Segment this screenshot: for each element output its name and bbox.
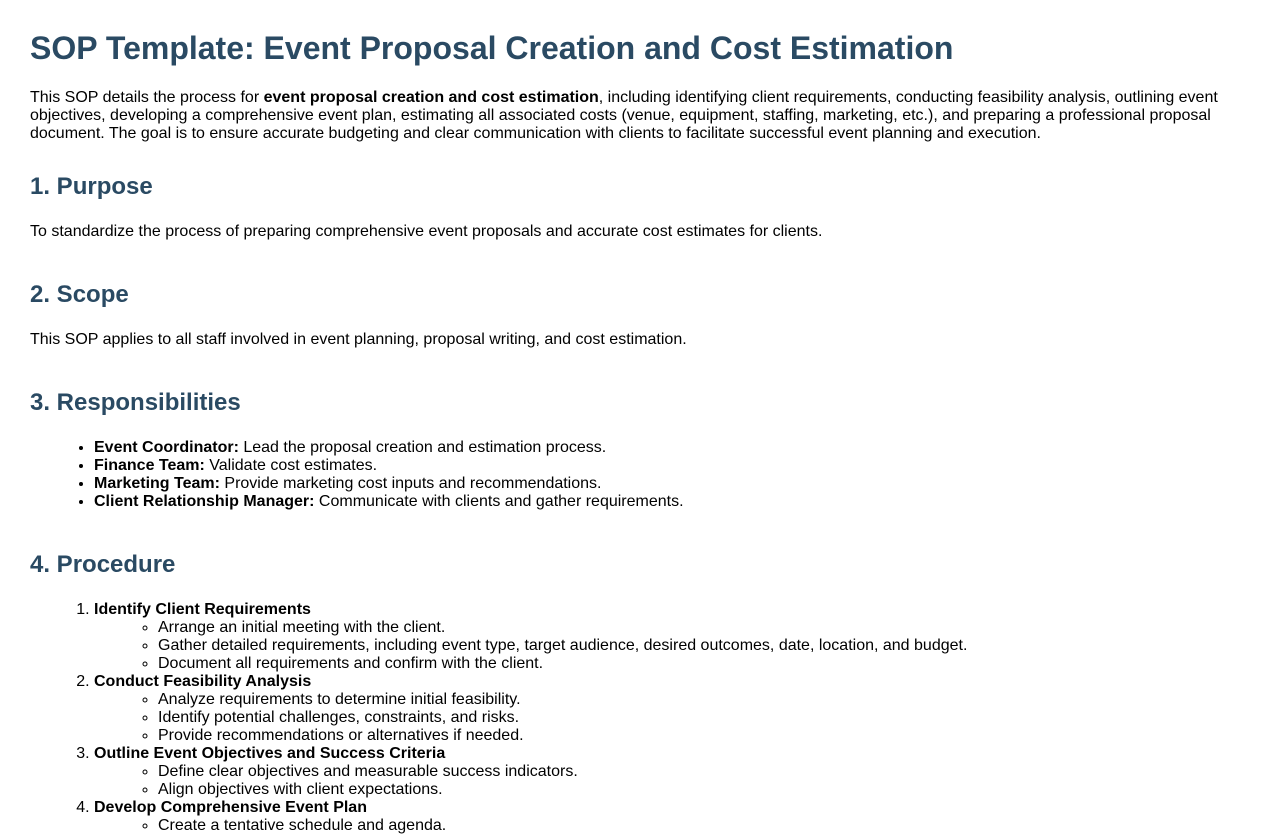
intro-paragraph	[30, 89, 1233, 143]
procedure-step-title: Identify Client Requirements	[94, 601, 311, 618]
responsibility-desc: Validate cost estimates.	[204, 457, 378, 474]
procedure-substep: ◦ Align objectives with client expectations.	[158, 781, 1233, 799]
purpose-heading: 1. Purpose	[30, 173, 153, 200]
intro-text-after: , including identifying client requirements, conducting feasibility analysis, outlining event objectives, developing a comprehensive event plan, estimating all associated costs (venue, equipment, staffing, marketing, etc.), and preparing a professional proposal document. The goal is to ensure accurate budgeting and clear communication with clients to facilitate successful event planning and execution.	[30, 89, 1218, 142]
scope-heading: 2. Scope	[30, 281, 129, 308]
procedure-substeps-list	[94, 691, 1233, 745]
responsibility-item	[94, 457, 1233, 475]
responsibility-desc: Lead the proposal creation and estimation process.	[238, 439, 607, 456]
procedure-step	[94, 673, 1233, 745]
procedure-substep: ◦ Analyze requirements to determine initial feasibility.	[158, 691, 1233, 709]
responsibility-desc: Communicate with clients and gather requirements.	[314, 493, 684, 510]
procedure-substep: ◦ Create a tentative schedule and agenda.	[158, 817, 1233, 835]
page-title: SOP Template: Event Proposal Creation and Cost Estimation	[30, 30, 954, 66]
responsibilities-heading: 3. Responsibilities	[30, 389, 241, 416]
purpose-text: To standardize the process of preparing comprehensive event proposals and accurate cost estimates for clients.	[30, 223, 823, 240]
responsibility-item	[94, 475, 1233, 493]
procedure-heading: 4. Procedure	[30, 551, 176, 578]
procedure-substep: ◦ Gather detailed requirements, including event type, target audience, desired outcomes, date, location, and budget.	[158, 637, 1233, 655]
procedure-substep: ◦ Identify potential challenges, constraints, and risks.	[158, 709, 1233, 727]
responsibility-item	[94, 493, 1233, 511]
scope-text: This SOP applies to all staff involved in event planning, proposal writing, and cost estimation.	[30, 331, 687, 348]
procedure-substep: ◦ Provide recommendations or alternatives if needed.	[158, 727, 1233, 745]
responsibility-role: Client Relationship Manager:	[94, 493, 315, 510]
intro-text-before: This SOP details the process for	[30, 89, 264, 106]
responsibility-desc: Provide marketing cost inputs and recommendations.	[219, 475, 602, 492]
procedure-substeps-list	[94, 817, 1233, 835]
procedure-substep: ◦ Define clear objectives and measurable success indicators.	[158, 763, 1233, 781]
procedure-step	[94, 799, 1233, 835]
procedure-substep: ◦ Document all requirements and confirm with the client.	[158, 655, 1233, 673]
responsibilities-list	[30, 439, 1233, 511]
procedure-substeps-list	[94, 619, 1233, 673]
procedure-step	[94, 745, 1233, 799]
procedure-substeps-list	[94, 763, 1233, 799]
procedure-step-title: Develop Comprehensive Event Plan	[94, 799, 367, 816]
responsibility-role: Event Coordinator:	[94, 439, 239, 456]
responsibility-item	[94, 439, 1233, 457]
procedure-substep: ◦ Arrange an initial meeting with the client.	[158, 619, 1233, 637]
responsibility-role: Finance Team:	[94, 457, 205, 474]
procedure-step	[94, 601, 1233, 673]
procedure-steps-list	[30, 601, 1233, 835]
procedure-step-title: Outline Event Objectives and Success Criteria	[94, 745, 446, 762]
responsibility-role: Marketing Team:	[94, 475, 220, 492]
intro-text-bold: event proposal creation and cost estimation	[263, 89, 599, 106]
procedure-step-title: Conduct Feasibility Analysis	[94, 673, 312, 690]
